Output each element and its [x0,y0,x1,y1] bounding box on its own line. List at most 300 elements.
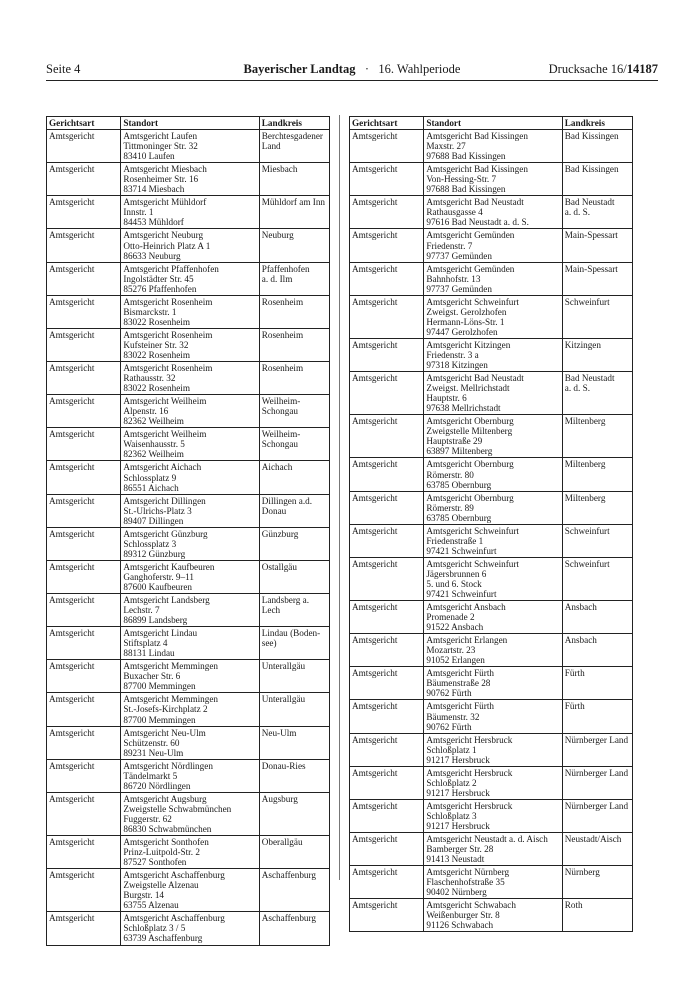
district-line: Schweinfurt [564,558,610,569]
location-line: Amtsgericht Rosenheim [123,296,213,307]
district-line: Dillingen a.d. [261,495,313,506]
column-header-gerichtsart: Gerichtsart [47,117,121,130]
location-line: Flaschenhofstraße 35 [426,877,505,888]
district-line: Ostallgäu [261,561,297,572]
location-line: 83022 Rosenheim [123,383,190,394]
location-line: 97421 Schweinfurt [426,545,497,556]
district-cell [562,524,632,557]
location-cell [424,415,562,458]
location-line: Friedenstraße 1 [426,535,484,546]
court-type-cell: Amtsgericht [47,461,121,494]
district-cell [259,395,329,428]
court-type-cell: Amtsgericht [47,627,121,660]
location-cell [121,428,259,461]
district-cell [259,627,329,660]
location-line: Amtsgericht Memmingen [123,694,219,705]
location-line: Zweigstelle Miltenberg [426,426,513,437]
district-line: Land [261,141,281,152]
location-cell [424,295,562,338]
district-cell [562,833,632,866]
location-line: 91217 Hersbruck [426,787,490,798]
location-cell [121,792,259,835]
table-row [350,799,633,832]
location-line: Amtsgericht Rosenheim [123,363,213,374]
location-line: Amtsgericht Schwabach [426,900,516,911]
district-cell [259,295,329,328]
table-row [47,295,330,328]
district-line: Neu-Ulm [261,727,297,738]
table-row [47,494,330,527]
location-cell [424,372,562,415]
location-line: Hermann-Löns-Str. 1 [426,316,505,327]
district-cell [259,792,329,835]
location-line: 63897 Miltenberg [426,446,493,457]
location-line: Schlossplatz 9 [123,472,177,483]
district-line: Aschaffenburg [261,870,317,881]
district-cell [259,262,329,295]
court-type-cell: Amtsgericht [350,899,424,932]
court-type-cell: Amtsgericht [350,634,424,667]
location-line: Hauptstr. 6 [426,393,467,404]
location-line: Amtsgericht Neuburg [123,230,204,241]
location-line: Römerstr. 89 [426,502,474,513]
location-line: Zweigst. Mellrichstadt [426,383,510,394]
location-line: Amtsgericht Hersbruck [426,734,513,745]
location-cell [424,229,562,262]
district-line: Rosenheim [261,363,304,374]
location-line: Bahnhofstr. 13 [426,273,481,284]
district-line: Fürth [564,668,585,679]
district-line: Ansbach [564,602,597,613]
location-line: Amtsgericht Günzburg [123,528,208,539]
location-cell [121,229,259,262]
table-row [350,229,633,262]
district-cell [562,491,632,524]
court-type-cell: Amtsgericht [350,557,424,600]
location-line: Amtsgericht Aschaffenburg [123,913,225,924]
district-cell [562,415,632,458]
location-line: Schloßplatz 1 [426,744,477,755]
location-line: Amtsgericht Schweinfurt [426,296,519,307]
district-line: Miltenberg [564,416,606,427]
location-line: 91126 Schwabach [426,920,494,931]
location-line: Amtsgericht Aschaffenburg [123,870,225,881]
court-type-cell: Amtsgericht [47,527,121,560]
location-line: Weißenburger Str. 8 [426,910,500,921]
location-line: Jägersbrunnen 6 [426,568,487,579]
district-cell [259,362,329,395]
location-line: Römerstr. 80 [426,469,474,480]
table-row [47,836,330,869]
header-separator: · [364,62,369,76]
location-cell [424,667,562,700]
court-type-cell: Amtsgericht [350,458,424,491]
district-line: Lech [261,605,281,616]
location-line: 85276 Pfaffenhofen [123,283,197,294]
location-cell [424,634,562,667]
table-row [47,362,330,395]
district-line: Rosenheim [261,296,304,307]
location-line: Amtsgericht Weilheim [123,396,207,407]
location-line: 91217 Hersbruck [426,754,490,765]
court-type-cell: Amtsgericht [350,524,424,557]
location-line: Amtsgericht Bad Neustadt [426,197,524,208]
location-line: Rathausstr. 32 [123,373,176,384]
location-line: 97421 Schweinfurt [426,589,497,600]
location-line: Zweigstelle Schwabmünchen [123,803,232,814]
district-cell [562,458,632,491]
location-line: 87700 Memmingen [123,714,196,725]
table-row [47,726,330,759]
location-line: Zweigstelle Alzenau [123,880,199,891]
table-row [47,163,330,196]
location-cell [424,262,562,295]
document-number: 14187 [626,62,658,76]
table-row [47,627,330,660]
district-line: Nürnberger Land [564,800,629,811]
table-row [350,634,633,667]
district-cell [259,428,329,461]
district-line: Günzburg [261,528,299,539]
location-line: Amtsgericht Landsberg [123,595,210,606]
district-cell [562,196,632,229]
location-line: 63739 Aschaffenburg [123,933,203,944]
court-type-cell: Amtsgericht [350,866,424,899]
location-line: Amtsgericht Kitzingen [426,339,511,350]
table-header-row [47,117,330,130]
table-row [350,866,633,899]
court-type-cell: Amtsgericht [47,395,121,428]
court-type-cell: Amtsgericht [350,766,424,799]
district-cell [562,338,632,371]
location-line: Amtsgericht Fürth [426,701,494,712]
table-row [47,869,330,912]
district-line: Nürnberg [564,867,600,878]
location-cell [121,262,259,295]
court-table-left [46,116,330,946]
district-line: Schweinfurt [564,525,610,536]
location-line: Schlossplatz 3 [123,538,177,549]
location-line: Waisenhausstr. 5 [123,439,185,450]
location-cell [424,866,562,899]
table-row [350,524,633,557]
location-line: Von-Hessing-Str. 7 [426,174,497,185]
court-type-cell: Amtsgericht [350,491,424,524]
legislative-period: 16. Wahlperiode [378,62,461,76]
location-line: 97616 Bad Neustadt a. d. S. [426,217,529,228]
location-cell [424,799,562,832]
location-cell [424,733,562,766]
location-line: Amtsgericht Schweinfurt [426,525,519,536]
location-line: 83022 Rosenheim [123,316,190,327]
district-line: Schongau [261,439,298,450]
district-line: Unterallgäu [261,661,306,672]
court-type-cell: Amtsgericht [350,163,424,196]
column-header-landkreis: Landkreis [562,117,632,130]
location-cell [121,163,259,196]
location-line: Otto-Heinrich Platz A 1 [123,240,211,251]
location-line: Schloßplatz 3 [426,810,477,821]
location-cell [121,494,259,527]
table-row [350,899,633,932]
district-line: Bad Neustadt [564,373,615,384]
court-type-cell: Amtsgericht [47,130,121,163]
location-line: Amtsgericht Hersbruck [426,800,513,811]
location-line: Amtsgericht Obernburg [426,492,514,503]
court-type-cell: Amtsgericht [47,229,121,262]
location-line: 86720 Nördlingen [123,780,191,791]
court-type-cell: Amtsgericht [47,560,121,593]
district-line: Main-Spessart [564,230,618,241]
district-cell [562,733,632,766]
table-row [47,594,330,627]
location-line: 87700 Memmingen [123,681,196,692]
location-cell [121,594,259,627]
table-row [350,262,633,295]
district-line: Kitzingen [564,339,601,350]
court-type-cell: Amtsgericht [350,372,424,415]
location-line: Alpenstr. 16 [123,406,169,417]
location-line: Amtsgericht Obernburg [426,416,514,427]
court-type-cell: Amtsgericht [47,428,121,461]
district-line: Schweinfurt [564,296,610,307]
location-cell [121,660,259,693]
location-line: Amtsgericht Fürth [426,668,494,679]
court-type-cell: Amtsgericht [47,660,121,693]
district-line: Rosenheim [261,329,304,340]
district-line: Aschaffenburg [261,913,317,924]
table-row [350,196,633,229]
location-line: Amtsgericht Ansbach [426,602,506,613]
court-type-cell: Amtsgericht [47,262,121,295]
location-line: Amtsgericht Memmingen [123,661,219,672]
location-line: Friedenstr. 7 [426,240,473,251]
court-type-cell: Amtsgericht [350,833,424,866]
location-line: 86830 Schwabmünchen [123,824,212,834]
location-line: Amtsgericht Obernburg [426,459,514,470]
district-line: Landsberg a. [261,595,310,606]
location-line: 86551 Aichach [123,482,179,493]
district-line: Bad Kissingen [564,164,619,175]
location-line: Amtsgericht Pfaffenhofen [123,263,219,274]
table-row [47,912,330,945]
location-cell [121,759,259,792]
location-line: Amtsgericht Rosenheim [123,329,213,340]
table-row [47,229,330,262]
table-row [350,766,633,799]
location-line: 82362 Weilheim [123,416,184,427]
court-table-right [349,116,633,932]
location-line: Amtsgericht Miesbach [123,164,207,175]
column-header-landkreis: Landkreis [259,117,329,130]
document-prefix: Drucksache 16/ [548,62,627,76]
location-line: Friedenstr. 3 a [426,349,479,360]
location-line: Amtsgericht Nürnberg [426,867,510,878]
district-line: Miltenberg [564,492,606,503]
location-line: Amtsgericht Weilheim [123,429,207,440]
location-line: 5. und 6. Stock [426,578,482,589]
location-line: 82362 Weilheim [123,449,184,460]
district-line: Donau [261,505,287,516]
location-line: 91217 Hersbruck [426,821,490,831]
location-line: 97638 Mellrichstadt [426,403,501,414]
location-line: 63785 Obernburg [426,479,492,490]
location-line: Prinz-Luitpold-Str. 2 [123,847,200,858]
location-cell [424,700,562,733]
district-line: a. d. S. [564,207,591,218]
district-cell [259,494,329,527]
location-line: 83410 Laufen [123,151,175,162]
location-cell [121,196,259,229]
court-type-cell: Amtsgericht [350,601,424,634]
location-line: Amtsgericht Schweinfurt [426,558,519,569]
district-line: Augsburg [261,793,298,804]
location-line: 89312 Günzburg [123,548,186,559]
table-row [47,262,330,295]
column-header-standort: Standort [121,117,259,130]
location-line: Hauptstraße 29 [426,436,483,447]
district-line: Berchtesgadener [261,131,323,142]
table-row [350,295,633,338]
location-line: Amtsgericht Gemünden [426,230,515,241]
table-row [350,733,633,766]
location-cell [121,560,259,593]
location-line: 63755 Alzenau [123,900,179,911]
location-cell [424,524,562,557]
location-cell [121,362,259,395]
location-line: Amtsgericht Bad Neustadt [426,373,524,384]
table-row [47,759,330,792]
location-cell [121,627,259,660]
district-cell [259,594,329,627]
header-rule [46,80,658,81]
table-row [350,338,633,371]
table-row [47,395,330,428]
district-cell [562,262,632,295]
district-line: Lindau (Boden- [261,628,321,639]
location-line: Amtsgericht Bad Kissingen [426,131,528,142]
table-row [350,700,633,733]
district-line: Miesbach [261,164,298,175]
location-line: Schloßplatz 2 [426,777,477,788]
district-cell [259,130,329,163]
district-cell [562,295,632,338]
location-line: Bismarckstr. 1 [123,306,177,317]
court-type-cell: Amtsgericht [47,594,121,627]
location-line: Amtsgericht Gemünden [426,263,515,274]
district-cell [562,866,632,899]
parliament-name: Bayerischer Landtag [243,62,356,76]
district-cell [562,766,632,799]
district-line: Weilheim- [261,429,301,440]
location-line: Maxstr. 27 [426,141,466,152]
court-type-cell: Amtsgericht [47,869,121,912]
table-row [350,491,633,524]
location-cell [424,338,562,371]
location-line: Mozartstr. 23 [426,645,476,656]
district-cell [259,660,329,693]
location-line: Amtsgericht Aichach [123,462,202,473]
district-line: Unterallgäu [261,694,306,705]
location-line: 86899 Landsberg [123,615,188,626]
location-line: Promenade 2 [426,612,475,623]
location-line: Amtsgericht Lindau [123,628,198,639]
district-line: a. d. Ilm [261,273,293,284]
table-row [350,667,633,700]
court-type-cell: Amtsgericht [350,262,424,295]
table-header-row [350,117,633,130]
table-row [350,415,633,458]
court-type-cell: Amtsgericht [350,733,424,766]
district-cell [259,869,329,912]
court-type-cell: Amtsgericht [350,338,424,371]
location-cell [424,130,562,163]
district-line: Bad Kissingen [564,131,619,142]
location-line: Amtsgericht Mühldorf [123,197,207,208]
district-cell [259,163,329,196]
table-row [350,601,633,634]
location-line: Ganghoferstr. 9–11 [123,571,194,582]
table-row [350,458,633,491]
district-line: Nürnberger Land [564,767,629,778]
table-row [47,428,330,461]
location-line: 83022 Rosenheim [123,349,190,360]
court-type-cell: Amtsgericht [47,792,121,835]
district-line: Mühldorf am Inn [261,197,326,208]
location-line: St.-Ulrichs-Platz 3 [123,505,192,516]
district-line: Main-Spessart [564,263,618,274]
court-type-cell: Amtsgericht [47,726,121,759]
table-row [47,130,330,163]
court-type-cell: Amtsgericht [350,415,424,458]
table-row [350,372,633,415]
location-cell [121,461,259,494]
location-line: 90402 Nürnberg [426,887,487,898]
location-line: 86633 Neuburg [123,250,181,261]
district-line: Aichach [261,462,293,473]
court-type-cell: Amtsgericht [350,799,424,832]
location-line: Zweigst. Gerolzhofen [426,306,507,317]
court-type-cell: Amtsgericht [350,667,424,700]
table-row [350,833,633,866]
location-line: 91052 Erlangen [426,655,485,666]
court-type-cell: Amtsgericht [47,494,121,527]
location-line: 97447 Gerolzhofen [426,326,498,337]
location-cell [424,557,562,600]
location-line: Amtsgericht Dillingen [123,495,206,506]
district-cell [562,557,632,600]
table-row [47,328,330,361]
location-line: Amtsgericht Hersbruck [426,767,513,778]
location-line: Tittmoninger Str. 32 [123,141,198,152]
location-cell [424,196,562,229]
district-cell [562,229,632,262]
court-type-cell: Amtsgericht [47,163,121,196]
court-type-cell: Amtsgericht [47,295,121,328]
column-header-standort: Standort [424,117,562,130]
court-type-cell: Amtsgericht [47,759,121,792]
court-type-cell: Amtsgericht [47,836,121,869]
table-row [350,130,633,163]
district-line: Pfaffenhofen [261,263,310,274]
location-line: Innstr. 1 [123,207,154,218]
location-line: Kufsteiner Str. 32 [123,339,189,350]
location-line: Amtsgericht Neustadt a. d. Aisch [426,834,548,845]
court-type-cell: Amtsgericht [350,295,424,338]
location-line: Schloßplatz 3 / 5 [123,923,186,934]
location-cell [424,601,562,634]
location-cell [121,295,259,328]
